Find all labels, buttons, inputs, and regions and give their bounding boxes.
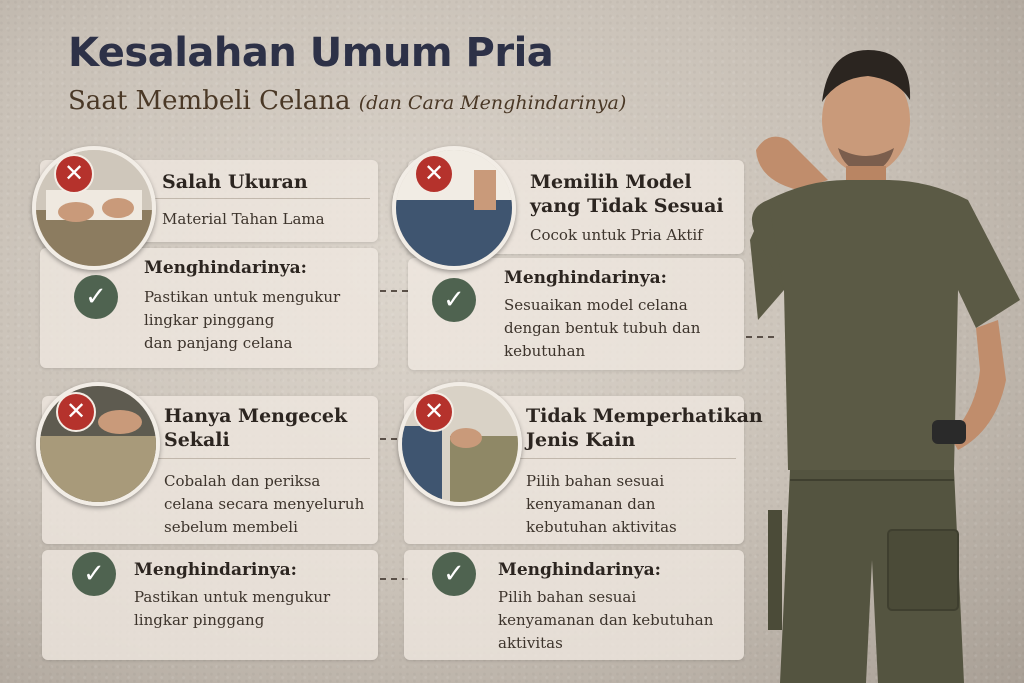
- x-icon: ✕: [54, 154, 94, 194]
- mistake-title-line: Hanya Mengecek: [164, 405, 348, 427]
- avoid-line: Sesuaikan model celana: [504, 296, 688, 314]
- avoid-title: Menghindarinya:: [134, 560, 297, 580]
- divider: [156, 458, 370, 459]
- avoid-line: dengan bentuk tubuh dan: [504, 319, 701, 337]
- avoid-line: Pastikan untuk mengukur: [134, 588, 331, 606]
- x-icon: ✕: [56, 392, 96, 432]
- avoid-line: lingkar pinggang: [144, 311, 275, 329]
- avoid-line: dan panjang celana: [144, 334, 293, 352]
- check-icon: ✓: [432, 552, 476, 596]
- avoid-title: Menghindarinya:: [504, 268, 667, 288]
- mistake-desc-line: Pilih bahan sesuai: [526, 472, 665, 490]
- mistake-title-line: Tidak Memperhatikan: [526, 405, 763, 427]
- avoid-line: kenyamanan dan kebutuhan: [498, 611, 714, 629]
- mistake-desc: Cocok untuk Pria Aktif: [530, 226, 703, 244]
- avoid-line: Pilih bahan sesuai: [498, 588, 637, 606]
- mistake-title: Salah Ukuran: [162, 171, 308, 193]
- x-icon: ✕: [414, 392, 454, 432]
- divider: [520, 458, 736, 459]
- photo-trousers-inspect: [36, 382, 160, 506]
- mistake-title-line: Jenis Kain: [526, 429, 636, 451]
- avoid-line: lingkar pinggang: [134, 611, 265, 629]
- avoid-title: Menghindarinya:: [144, 258, 307, 278]
- avoid-line: aktivitas: [498, 634, 563, 652]
- mistake-desc-line: kebutuhan aktivitas: [526, 518, 677, 536]
- connector-dash: [380, 290, 408, 292]
- x-icon: ✕: [414, 154, 454, 194]
- mistake-desc-line: sebelum membeli: [164, 518, 298, 536]
- mistake-title-line: Memilih Model: [530, 171, 692, 193]
- avoid-line: Pastikan untuk mengukur: [144, 288, 341, 306]
- man-in-cargo-pants-illustration: [728, 40, 1024, 683]
- check-icon: ✓: [432, 278, 476, 322]
- avoid-line: kebutuhan: [504, 342, 586, 360]
- mistake-desc: Material Tahan Lama: [162, 210, 325, 228]
- mistake-title-line: yang Tidak Sesuai: [530, 195, 724, 217]
- page-subtitle: [68, 86, 626, 116]
- check-icon: ✓: [72, 552, 116, 596]
- mistake-desc-line: kenyamanan dan: [526, 495, 656, 513]
- mistake-title-line: Sekali: [164, 429, 230, 451]
- photo-waist-check: [32, 146, 156, 270]
- mistake-desc-line: Cobalah dan periksa: [164, 472, 321, 490]
- photo-jeans-fit: [392, 146, 516, 270]
- page-title: Kesalahan Umum Pria: [68, 30, 554, 76]
- subtitle-main: Saat Membeli Celana: [68, 86, 351, 116]
- check-icon: ✓: [74, 275, 118, 319]
- subtitle-note: (dan Cara Menghindarinya): [358, 92, 627, 114]
- mistake-desc-line: celana secara menyeluruh: [164, 495, 365, 513]
- avoid-title: Menghindarinya:: [498, 560, 661, 580]
- divider: [150, 198, 370, 199]
